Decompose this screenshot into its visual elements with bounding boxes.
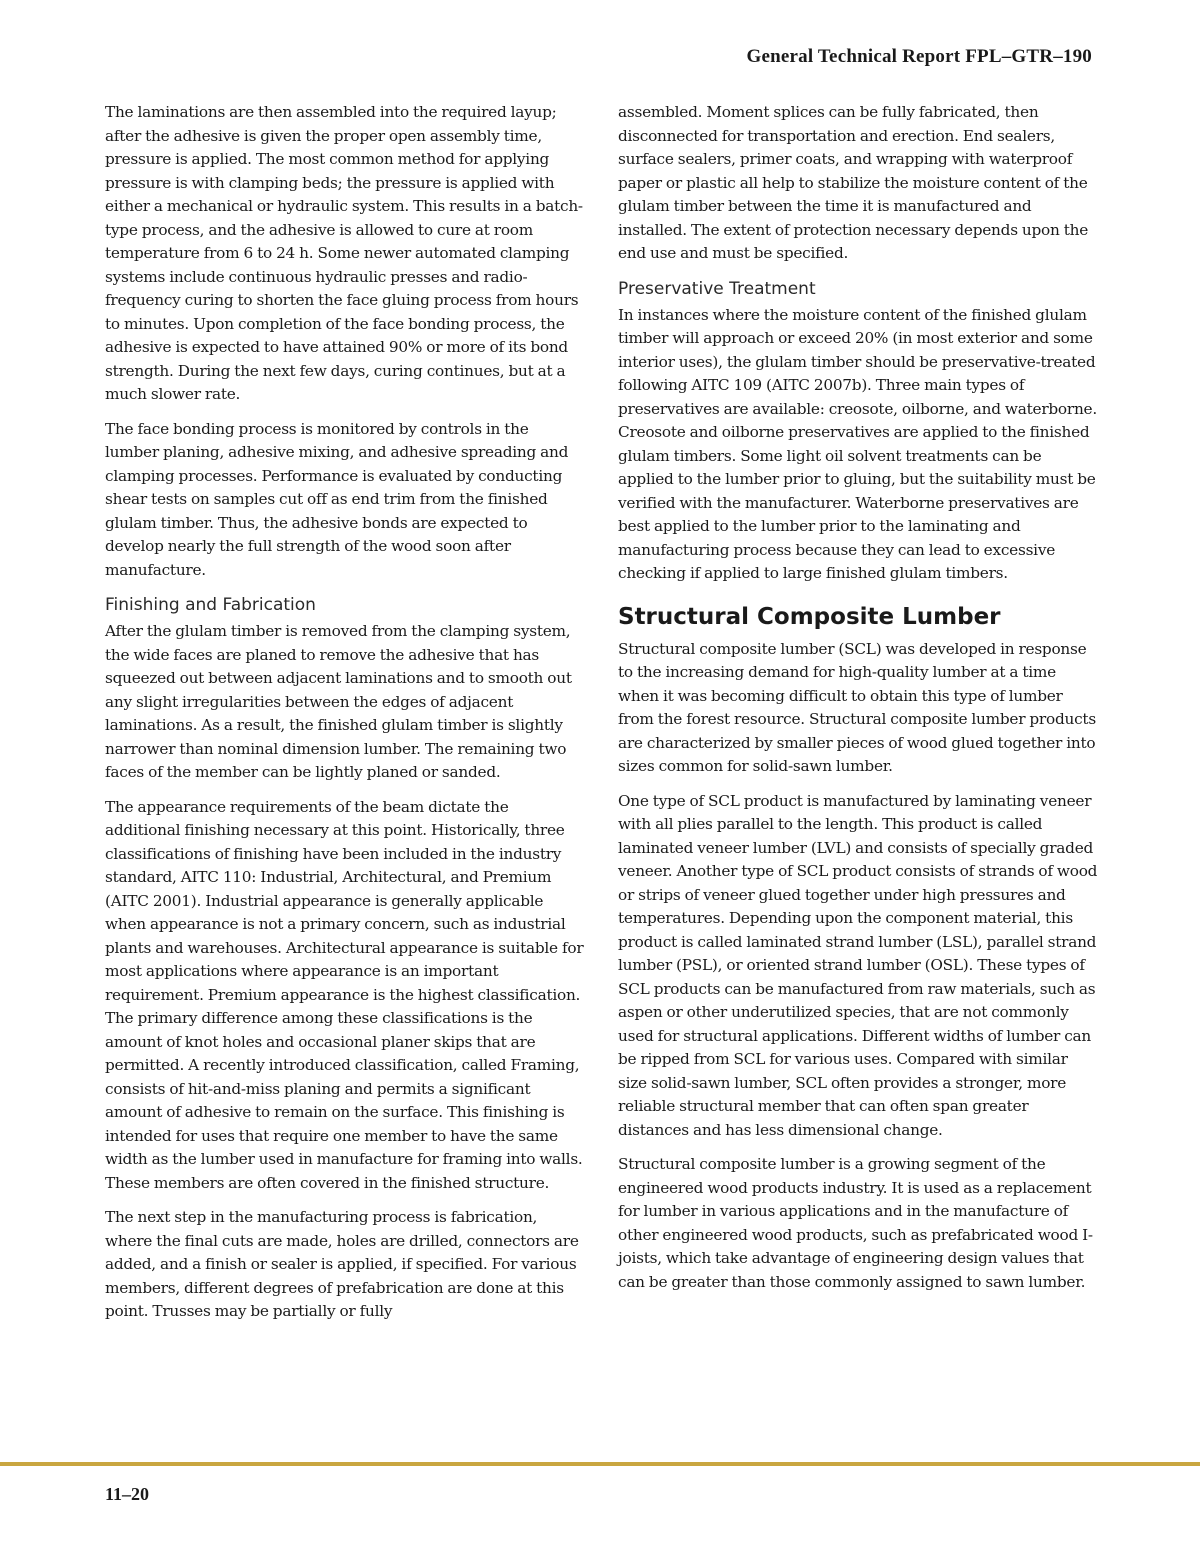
left-column	[105, 101, 585, 1335]
body-paragraph: The laminations are then assembled into the required layup; after the adhesive is given the proper open assembly time, pressure is applied. The most common method for applying pressure is with clamping beds; the pressure is applied with either a mechanical or hydraulic system. This results in a batch-type process, and the adhesive is allowed to cure at room temperature from 6 to 24 h. Some newer automated clamping systems include continuous hydraulic presses and radio-frequency curing to shorten the face gluing process from hours to minutes. Upon completion of the face bonding process, the adhesive is expected to have attained 90% or more of its bond strength. During the next few days, curing continues, but at a much slower rate.	[105, 103, 583, 403]
body-paragraph: The face bonding process is monitored by controls in the lumber planing, adhesive mixing, and adhesive spreading and clamping processes. Performance is evaluated by conducting shear tests on samples cut off as end trim from the finished glulam timber. Thus, the adhesive bonds are expected to develop nearly the full strength of the wood soon after manufacture.	[105, 419, 569, 579]
right-column	[618, 101, 1098, 1305]
body-paragraph: Structural composite lumber is a growing segment of the engineered wood products industry. It is used as a replacement for lumber in various applications and in the manufacture of other engineered wood products, such as prefabricated wood I-joists, which take advantage of engineering design values that can be greater than those commonly assigned to sawn lumber.	[618, 1155, 1093, 1291]
body-paragraph: One type of SCL product is manufactured by laminating veneer with all plies parallel to the length. This product is called laminated veneer lumber (LVL) and consists of specially graded veneer. Another type of SCL product consists of strands of wood or strips of veneer glued together under high pressures and temperatures. Depending upon the component material, this product is called laminated strand lumber (LSL), parallel strand lumber (PSL), or oriented strand lumber (OSL). These types of SCL products can be manufactured from raw materials, such as aspen or other underutilized species, that are not commonly used for structural applications. Different widths of lumber can be ripped from SCL for various uses. Compared with similar size solid-sawn lumber, SCL often provides a stronger, more reliable structural member that can often span greater distances and has less dimensional change.	[618, 791, 1098, 1139]
footer-rule	[0, 1462, 1200, 1466]
section-heading-structural-composite-lumber: Structural Composite Lumber	[618, 603, 1001, 630]
body-paragraph: Structural composite lumber (SCL) was developed in response to the increasing demand for high-quality lumber at a time when it was becoming difficult to obtain this type of lumber from the forest resource. Structural composite lumber products are characterized by smaller pieces of wood glued together into sizes common for solid-sawn lumber.	[618, 639, 1096, 775]
body-paragraph: The next step in the manufacturing process is fabrication, where the final cuts are made, holes are drilled, connectors are added, and a finish or sealer is applied, if specified. For various members, different degrees of prefabrication are done at this point. Trusses may be partially or fully	[105, 1208, 579, 1320]
page-number: 11–20	[105, 1484, 150, 1504]
subheading-finishing-fabrication: Finishing and Fabrication	[105, 595, 316, 615]
body-paragraph-continuation: assembled. Moment splices can be fully fabricated, then disconnected for transportation and erection. End sealers, surface sealers, primer coats, and wrapping with waterproof paper or plastic all help to stabilize the moisture content of the glulam timber between the time it is manufactured and installed. The extent of protection necessary depends upon the end use and must be specified.	[618, 103, 1089, 262]
body-paragraph: The appearance requirements of the beam dictate the additional finishing necessary at this point. Historically, three classifications of finishing have been included in the industry standard, AITC 110: Industrial, Architectural, and Premium (AITC 2001). Industrial appearance is generally applicable when appearance is not a primary concern, such as industrial plants and warehouses. Architectural appearance is suitable for most applications where appearance is an important requirement. Premium appearance is the highest classification. The primary difference among these classifications is the amount of knot holes and occasional planer skips that are permitted. A recently introduced classification, called Framing, consists of hit-and-miss planing and permits a significant amount of adhesive to remain on the surface. This finishing is intended for uses that require one member to have the same width as the lumber used in manufacture for framing into walls. These members are often covered in the finished structure.	[105, 797, 584, 1192]
subheading-preservative-treatment: Preservative Treatment	[618, 278, 816, 299]
body-paragraph: In instances where the moisture content of the finished glulam timber will approach or exceed 20% (in most exterior and some interior uses), the glulam timber should be preservative-treated following AITC 109 (AITC 2007b). Three main types of preservatives are available: creosote, oilborne, and waterborne. Creosote and oilborne preservatives are applied to the finished glulam timbers. Some light oil solvent treatments can be applied to the lumber prior to gluing, but the suitability must be verified with the manufacturer. Waterborne preservatives are best applied to the lumber prior to the laminating and manufacturing process because they can lead to excessive checking if applied to large finished glulam timbers.	[618, 305, 1097, 582]
running-header-title: General Technical Report FPL–GTR–190	[746, 46, 1092, 67]
body-paragraph: After the glulam timber is removed from the clamping system, the wide faces are planed to remove the adhesive that has squeezed out between adjacent laminations and to smooth out any slight irregularities between the edges of adjacent laminations. As a result, the finished glulam timber is slightly narrower than nominal dimension lumber. The remaining two faces of the member can be lightly planed or sanded.	[105, 622, 572, 781]
